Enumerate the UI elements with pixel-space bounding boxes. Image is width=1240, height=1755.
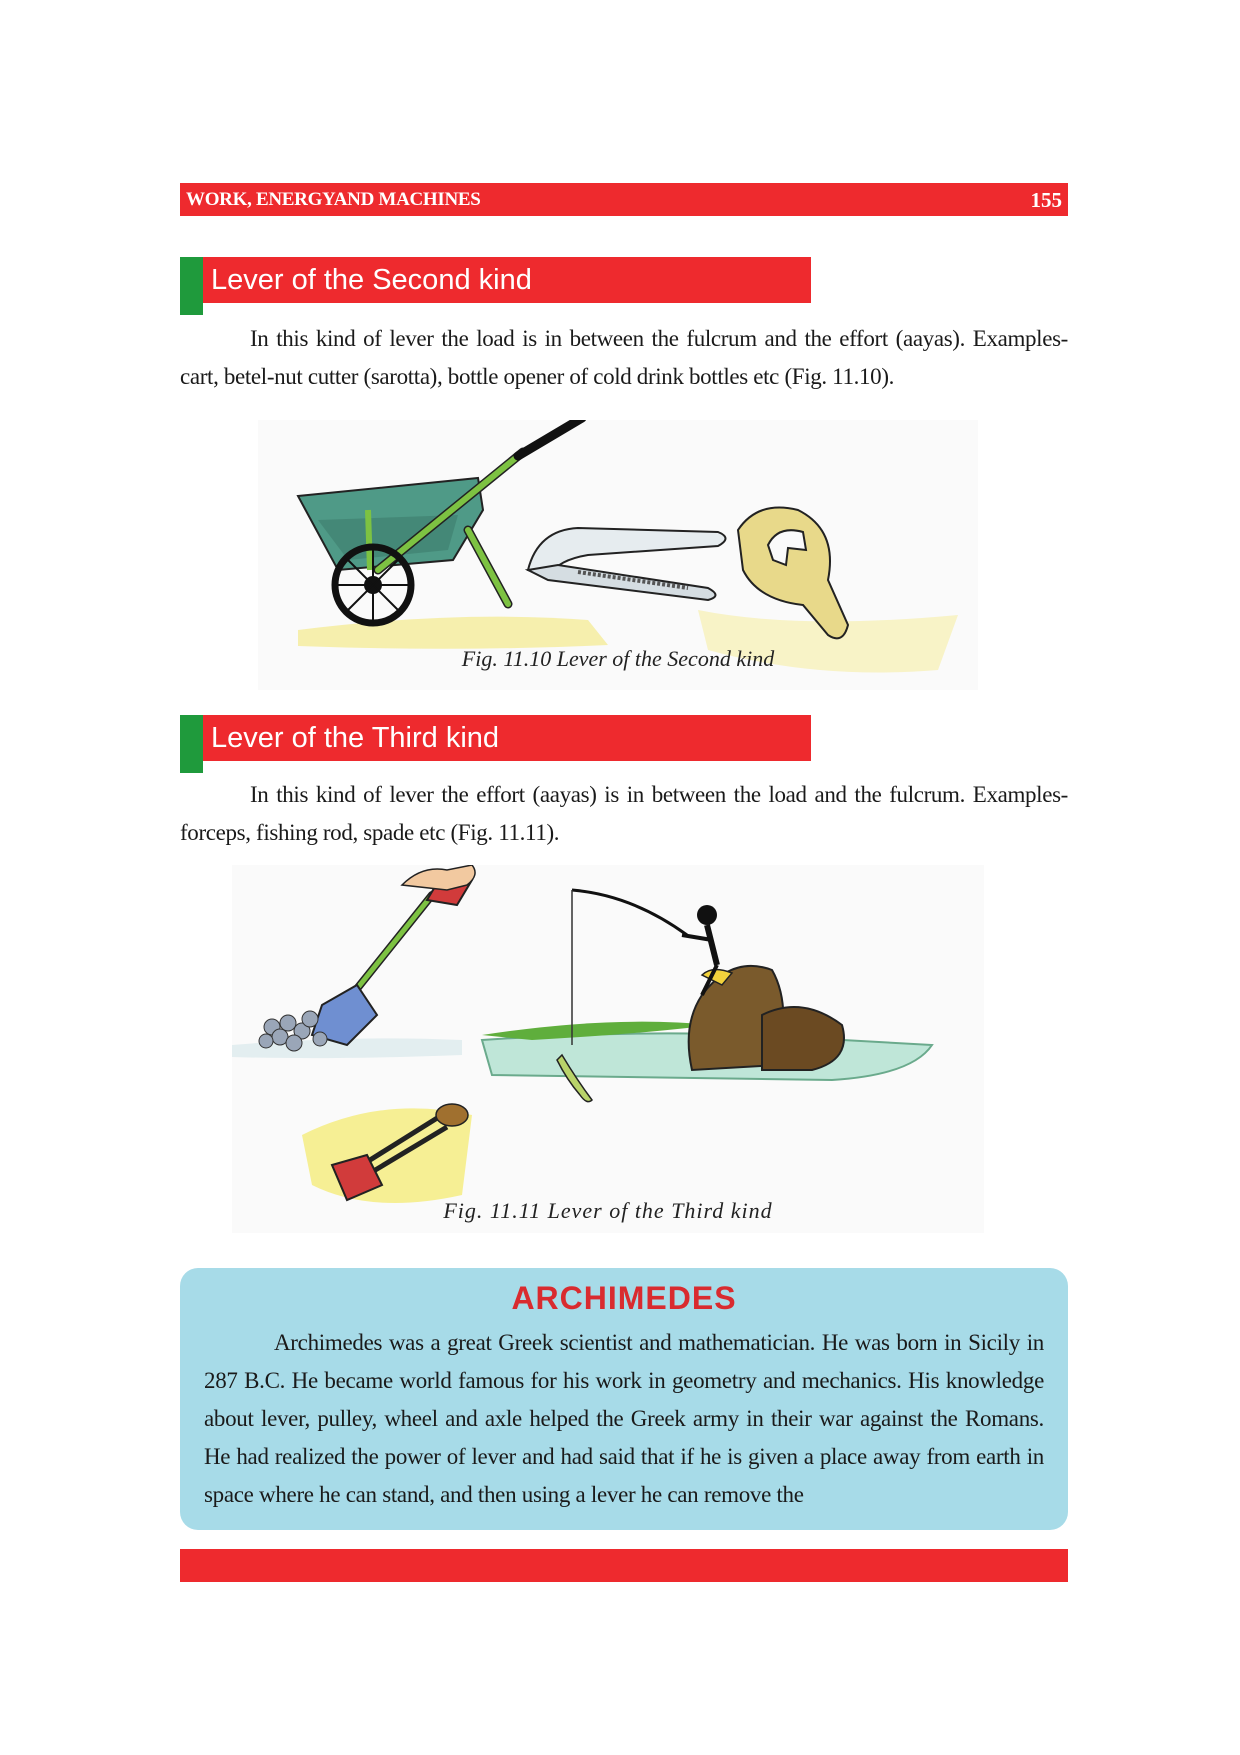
section-heading-second bbox=[180, 257, 811, 309]
wheelbarrow-icon bbox=[298, 420, 582, 623]
section-title: Lever of the Second kind bbox=[203, 257, 811, 303]
figure-11-11 bbox=[232, 865, 984, 1233]
fishing-rod-icon bbox=[482, 890, 932, 1102]
archimedes-text bbox=[204, 1324, 1044, 1514]
paragraph-second-kind bbox=[180, 320, 1068, 396]
archimedes-box bbox=[180, 1268, 1068, 1530]
spade-icon bbox=[232, 865, 475, 1058]
section-title: Lever of the Third kind bbox=[203, 715, 811, 761]
archimedes-paragraph: Archimedes was a great Greek scientist and mathematician. He was born in Sicily in 287 B.C. He became world famous for his work in geometry and mechanics. His knowledge about lever, pulley, wheel and axle helped the Greek army in their war against the Romans. He had realized the power of lever and had said that if he is given a place away from earth in space where he can stand, and then using a lever he can remove the bbox=[204, 1330, 1044, 1507]
paragraph-third-kind bbox=[180, 776, 1068, 852]
paragraph-text: In this kind of lever the effort (aayas) is in between the load and the fulcrum. Examples- forceps, fishing rod, spade etc (Fig. 11.11). bbox=[180, 782, 1068, 845]
running-header bbox=[180, 183, 1068, 216]
running-title: WORK, ENERGYAND MACHINES bbox=[186, 189, 481, 210]
footer-bar bbox=[180, 1549, 1068, 1582]
heading-accent-bar bbox=[180, 257, 203, 315]
archimedes-title: ARCHIMEDES bbox=[511, 1280, 737, 1316]
heading-accent-bar bbox=[180, 715, 203, 773]
section-heading-third bbox=[180, 715, 811, 767]
page-number: 155 bbox=[1030, 188, 1062, 212]
figure-caption: Fig. 11.11 Lever of the Third kind bbox=[443, 1198, 773, 1223]
forceps-icon bbox=[302, 1104, 472, 1203]
nut-cutter-icon bbox=[528, 528, 726, 600]
figure-caption: Fig. 11.10 Lever of the Second kind bbox=[461, 646, 775, 671]
figure-11-10 bbox=[258, 420, 978, 690]
figure-11-11-illustration bbox=[232, 865, 984, 1233]
paragraph-text: In this kind of lever the load is in between the fulcrum and the effort (aayas). Examples- cart, betel-nut cutter (sarotta), bottle opener of cold drink bottles etc (Fig. 11.10). bbox=[180, 326, 1068, 389]
